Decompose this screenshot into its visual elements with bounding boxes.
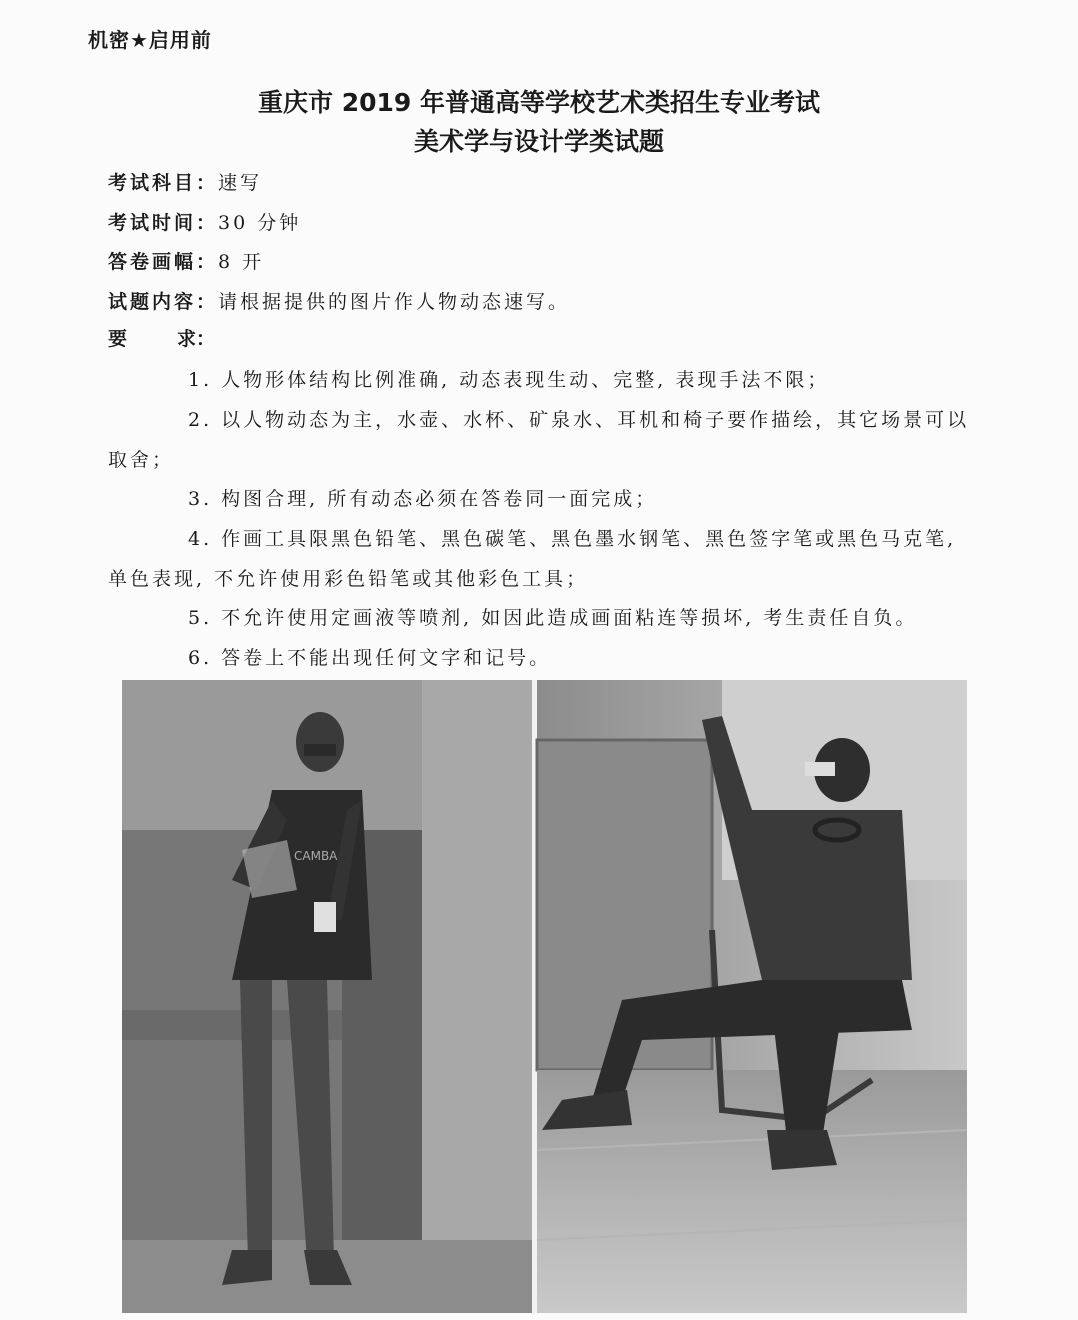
info-value: 30 分钟 bbox=[218, 212, 302, 234]
water-bottle bbox=[805, 762, 835, 776]
info-label: 试题内容： bbox=[108, 291, 219, 313]
exam-title: 重庆市 2019 年普通高等学校艺术类招生专业考试 bbox=[258, 88, 820, 117]
requirements-label-b: 求： bbox=[177, 328, 216, 350]
info-subject bbox=[108, 168, 262, 195]
info-label: 答卷画幅： bbox=[108, 251, 219, 273]
info-paper-size bbox=[108, 247, 264, 274]
info-value: 请根据提供的图片作人物动态速写。 bbox=[218, 291, 571, 313]
reference-photo bbox=[122, 680, 967, 1313]
requirement-item: 6. 答卷上不能出现任何文字和记号。 bbox=[188, 647, 552, 669]
confidential-mark: 机密★启用前 bbox=[88, 28, 212, 52]
cup bbox=[314, 902, 336, 932]
requirements-label-a: 要 bbox=[108, 328, 128, 350]
requirement-item: 2. 以人物动态为主，水壶、水杯、矿泉水、耳机和椅子要作描绘，其它场景可以取舍； bbox=[108, 409, 970, 471]
info-value: 8 开 bbox=[218, 251, 265, 273]
photo-left-woman-pouring bbox=[122, 680, 532, 1313]
hoodie-print: CAMBA bbox=[294, 849, 338, 863]
info-label: 考试科目： bbox=[108, 172, 219, 194]
photo-right-man-drinking bbox=[537, 680, 967, 1313]
requirements-label bbox=[108, 324, 215, 351]
info-content bbox=[108, 287, 570, 314]
info-label: 考试时间： bbox=[108, 212, 219, 234]
info-duration bbox=[108, 208, 301, 235]
requirement-item: 1. 人物形体结构比例准确, 动态表现生动、完整, 表现手法不限； bbox=[188, 369, 830, 391]
info-value: 速写 bbox=[218, 172, 263, 194]
requirement-item: 4. 作画工具限黑色铅笔、黑色碳笔、黑色墨水钢笔、黑色签字笔或黑色马克笔, 单色表现, 不允许使用彩色铅笔或其他彩色工具； bbox=[108, 528, 957, 590]
requirement-item: 3. 构图合理, 所有动态必须在答卷同一面完成； bbox=[188, 488, 658, 510]
exam-subtitle: 美术学与设计学类试题 bbox=[413, 127, 664, 156]
requirement-item: 5. 不允许使用定画液等喷剂, 如因此造成画面粘连等损坏, 考生责任自负。 bbox=[188, 607, 918, 629]
